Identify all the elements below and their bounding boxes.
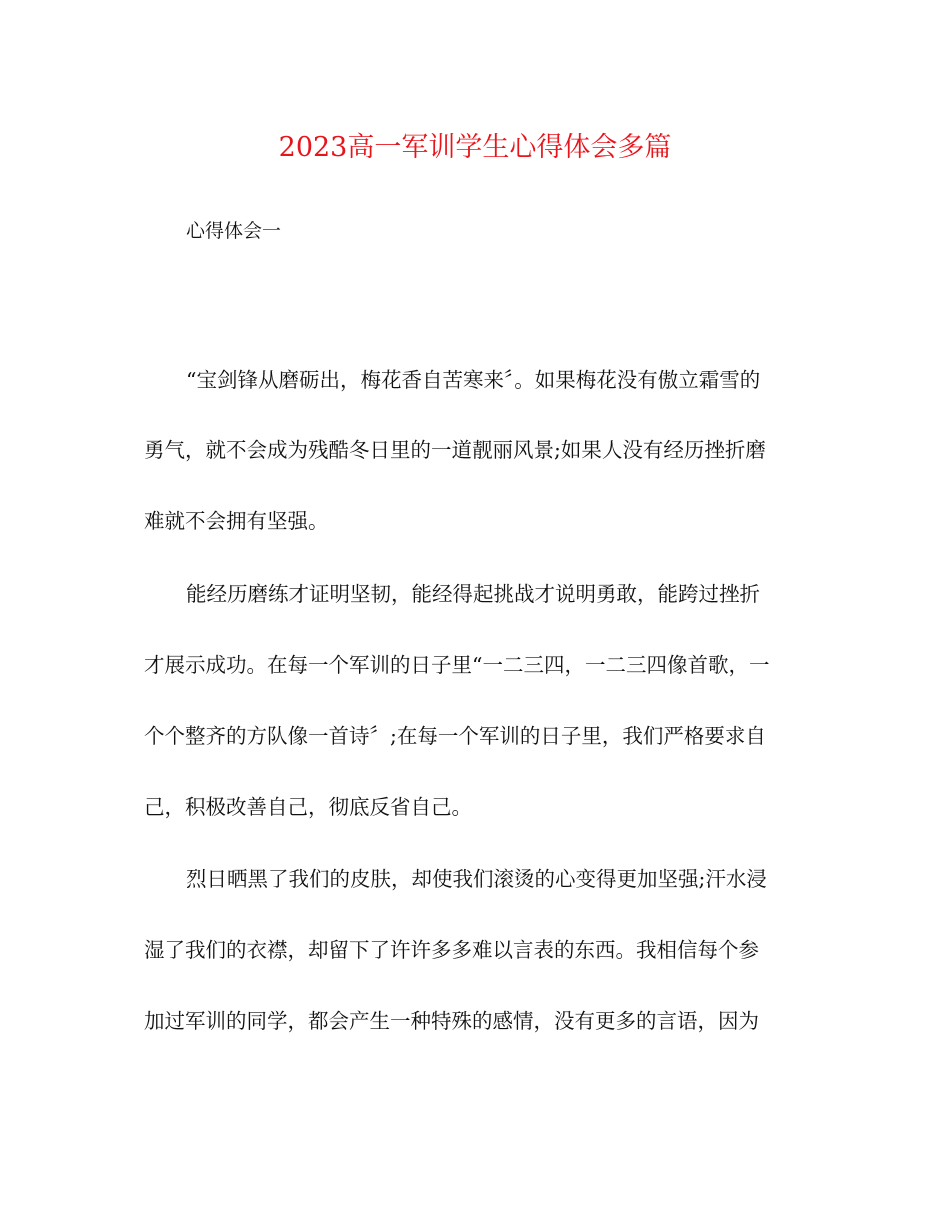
paragraph-line: 烈日晒黑了我们的皮肤，却使我们滚烫的心变得更加坚强;汗水浸 (186, 867, 767, 891)
paragraph-line: 难就不会拥有坚强。 (144, 509, 329, 533)
paragraph-line: 湿了我们的衣襟，却留下了许许多多难以言表的东西。我相信每个参 (144, 938, 759, 962)
paragraph-line: 加过军训的同学，都会产生一种特殊的感情，没有更多的言语，因为 (144, 1009, 759, 1033)
paragraph-line: “宝剑锋从磨砺出，梅花香自苦寒来〞。如果梅花没有傲立霜雪的 (186, 368, 761, 392)
document-title: 2023高一军训学生心得体会多篇 (278, 132, 672, 163)
paragraph-line: 才展示成功。在每一个军训的日子里“一二三四，一二三四像首歌，一 (144, 653, 770, 677)
section-heading: 心得体会一 (186, 220, 282, 242)
paragraph-line: 勇气，就不会成为残酷冬日里的一道靓丽风景;如果人没有经历挫折磨 (144, 438, 766, 462)
paragraph-line: 能经历磨练才证明坚韧，能经得起挑战才说明勇敢，能跨过挫折 (186, 582, 760, 606)
paragraph-line: 己，积极改善自己，彻底反省自己。 (144, 795, 472, 819)
paragraph-line: 个个整齐的方队像一首诗〞;在每一个军训的日子里，我们严格要求自 (144, 724, 766, 748)
